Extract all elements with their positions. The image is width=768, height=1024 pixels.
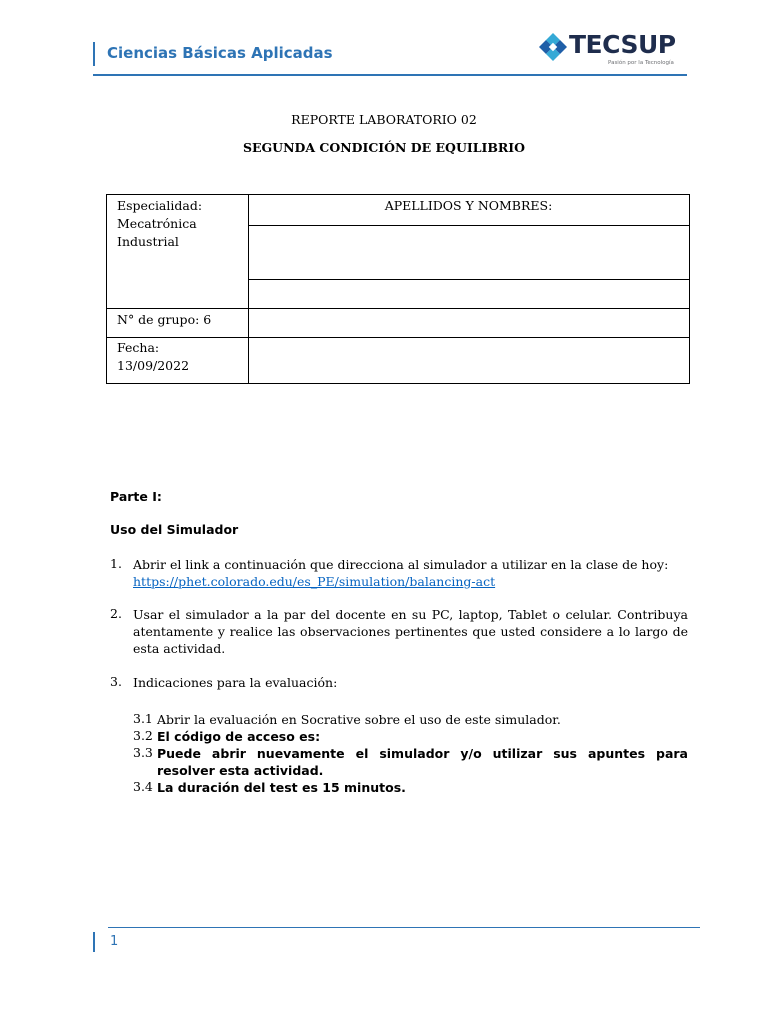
list-item <box>133 556 688 590</box>
date-label: Fecha: <box>117 340 160 355</box>
logo-wordmark: TECSUP <box>569 30 676 59</box>
tecsup-logo <box>538 28 688 72</box>
specialty-label: Especialidad: <box>117 198 203 213</box>
specialty-value-line2: Industrial <box>117 234 179 249</box>
logo-tagline: Pasión por la Tecnología <box>608 60 674 66</box>
report-subject: SEGUNDA CONDICIÓN DE EQUILIBRIO <box>242 140 526 155</box>
subitem-number: 3.1 <box>133 711 153 726</box>
date-value: 13/09/2022 <box>117 358 190 373</box>
footer-rule <box>108 927 700 928</box>
page-number: 1 <box>110 934 119 949</box>
subitem-text: Puede abrir nuevamente el simulador y/o utilizar sus apuntes para resolver esta actividad. <box>157 746 688 778</box>
part-title: Parte I: <box>110 489 162 504</box>
header-accent-bar <box>93 42 95 66</box>
specialty-value-line1: Mecatrónica <box>117 216 197 231</box>
group-names-field[interactable] <box>249 309 689 337</box>
names-field-2[interactable] <box>249 280 689 308</box>
part-subtitle: Uso del Simulador <box>110 522 239 537</box>
list-item-text: Indicaciones para la evaluación: <box>133 675 338 690</box>
header-rule <box>93 74 687 76</box>
access-code-text: El código de acceso es: <box>157 729 321 744</box>
list-item-number: 3. <box>110 674 122 689</box>
subitem-text: Abrir la evaluación en Socrative sobre el uso de este simulador. <box>157 712 561 727</box>
test-duration-text: La duración del test es 15 minutos. <box>157 780 406 795</box>
department-title: Ciencias Básicas Aplicadas <box>107 44 333 62</box>
subitem-number: 3.2 <box>133 728 153 743</box>
date-names-field[interactable] <box>249 338 689 383</box>
names-header: APELLIDOS Y NOMBRES: <box>384 198 553 213</box>
subitem-number: 3.4 <box>133 779 153 794</box>
report-title: REPORTE LABORATORIO 02 <box>291 112 477 127</box>
simulator-link[interactable]: https://phet.colorado.edu/es_PE/simulation/balancing-act <box>133 574 496 589</box>
names-field-1[interactable] <box>249 226 689 279</box>
list-item-text: Usar el simulador a la par del docente en su PC, laptop, Tablet o celular. Contribuya atentamente y realice las observaciones pertinentes que usted considere a lo largo de esta actividad. <box>133 607 688 656</box>
list-item-text: Abrir el link a continuación que direcciona al simulador a utilizar en la clase de hoy: <box>133 557 669 572</box>
subitem-number: 3.3 <box>133 745 153 760</box>
group-label: N° de grupo: 6 <box>117 312 212 327</box>
student-info-table <box>106 194 690 384</box>
logo-mark-icon <box>538 32 568 62</box>
list-item-number: 2. <box>110 606 122 621</box>
list-item-number: 1. <box>110 556 122 571</box>
footer-accent-bar <box>93 932 95 952</box>
